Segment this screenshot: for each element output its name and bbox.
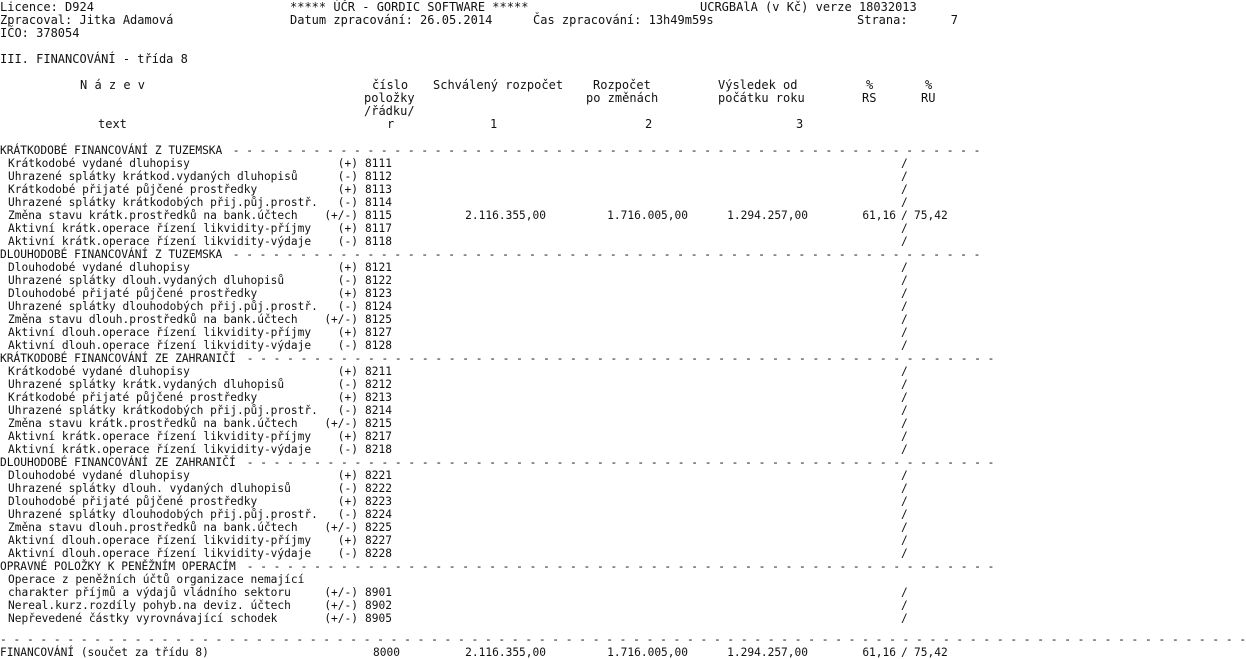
row-slash: / [901, 235, 908, 248]
row-slash: / [901, 300, 908, 313]
col-code-header-1: číslo [372, 78, 409, 92]
row-code: 8227 [365, 534, 392, 547]
row-sign: (+/-) [324, 209, 358, 222]
total-budget: 1.716.005,00 [607, 646, 688, 659]
row-code: 8211 [365, 365, 392, 378]
row-sign: (-) [337, 508, 358, 521]
row-slash: / [901, 170, 908, 183]
row-code: 8118 [365, 235, 392, 248]
row-label: charakter příjmů a výdajů vládního sektoru [8, 586, 291, 599]
total-label: FINANCOVÁNÍ (součet za třídu 8) [0, 646, 209, 659]
row-slash: / [901, 612, 908, 625]
section-heading: DLOUHODOBÉ FINANCOVÁNÍ Z TUZEMSKA [0, 248, 223, 261]
row-sign: (+/-) [324, 313, 358, 326]
row-code: 8112 [365, 170, 392, 183]
row-sign: (-) [337, 404, 358, 417]
row-label: Změna stavu krátk.prostředků na bank.účtech [8, 417, 298, 430]
row-sign: (+) [337, 157, 358, 170]
row-code: 8115 [365, 209, 392, 222]
row-code: 8123 [365, 287, 392, 300]
row-sign: (+) [337, 365, 358, 378]
row-label: Změna stavu krátk.prostředků na bank.účtech [8, 209, 298, 222]
row-code: 8221 [365, 469, 392, 482]
col-result-header-2: počátku roku [718, 91, 805, 105]
row-sign: (+) [337, 326, 358, 339]
row-sign: (-) [337, 235, 358, 248]
row-slash: / [901, 599, 908, 612]
row-label: Aktivní krátk.operace řízení likvidity-příjmy [8, 430, 312, 443]
row-slash: / [901, 378, 908, 391]
row-sign: (+) [337, 391, 358, 404]
col-ru-header-1: % [925, 78, 933, 92]
row-sign: (-) [337, 170, 358, 183]
row-approved: 2.116.355,00 [465, 209, 546, 222]
total-ru: 75,42 [914, 646, 948, 659]
row-label: Krátkodobé vydané dluhopisy [8, 365, 190, 378]
row-label: Uhrazené splátky krátk.vydaných dluhopisů [8, 378, 285, 391]
row-budget: 1.716.005,00 [607, 209, 688, 222]
row-label: Aktivní krátk.operace řízení likvidity-příjmy [8, 222, 312, 235]
row-label: Uhrazené splátky dlouh.vydaných dluhopisů [8, 274, 285, 287]
row-code: 8124 [365, 300, 392, 313]
row-label: Aktivní dlouh.operace řízení likvidity-příjmy [8, 534, 312, 547]
row-label: Uhrazené splátky krátkod.vydaných dluhopisů [8, 170, 298, 183]
row-sign: (+) [337, 534, 358, 547]
section-heading: KRÁTKODOBÉ FINANCOVÁNÍ Z TUZEMSKA [0, 144, 223, 157]
total-slash: / [901, 646, 908, 659]
row-label: Aktivní krátk.operace řízení likvidity-výdaje [8, 235, 312, 248]
row-sign: (-) [337, 482, 358, 495]
row-code: 8901 [365, 586, 392, 599]
row-label: Uhrazené splátky dlouhodobých přij.půj.prostř. [8, 508, 318, 521]
row-sign: (-) [337, 274, 358, 287]
processing-time: Čas zpracování: 13h49m59s [533, 13, 714, 27]
row-slash: / [901, 469, 908, 482]
section-dash-leader: - - - - - - - - - - - - - - - - - - - - - - - - - - - - - - - - - - - - - - - - - - - - - - - - - - - - - - - - [240, 352, 995, 365]
processing-date: Datum zpracování: 26.05.2014 [290, 13, 493, 27]
page-label: Strana: [857, 13, 908, 27]
section-heading: OPRAVNÉ POLOŽKY K PENĚŽNÍM OPERACÍM [0, 560, 236, 573]
row-label: Změna stavu dlouh.prostředků na bank.účtech [8, 313, 298, 326]
row-label: Dlouhodobé vydané dluhopisy [8, 469, 190, 482]
row-result: 1.294.257,00 [727, 209, 808, 222]
section-dash-leader: - - - - - - - - - - - - - - - - - - - - - - - - - - - - - - - - - - - - - - - - - - - - - - - - - - - - - - - - [240, 456, 995, 469]
col-text-header: text [98, 117, 127, 131]
total-approved: 2.116.355,00 [465, 646, 546, 659]
product-name: ***** ÚČR - GORDIC SOFTWARE ***** [290, 0, 529, 14]
row-label: Uhrazené splátky dlouh. vydaných dluhopisů [8, 482, 291, 495]
row-code: 8228 [365, 547, 392, 560]
row-label: Dlouhodobé přijaté půjčené prostředky [8, 495, 258, 508]
total-separator: - - - - - - - - - - - - - - - - - - - - - - - - - - - - - - - - - - - - - - - - - - - - - - - - - - - - - - - - - - - - - - - - - - - - - - - - - - - - - - - - - - - - - - - - - - - - - [0, 633, 1246, 646]
col-approved-number: 1 [490, 117, 498, 131]
row-sign: (-) [337, 339, 358, 352]
row-code: 8122 [365, 274, 392, 287]
row-slash: / [901, 430, 908, 443]
col-result-header-1: Výsledek od [718, 78, 798, 92]
row-code: 8214 [365, 404, 392, 417]
row-code: 8128 [365, 339, 392, 352]
col-ru-header-2: RU [921, 91, 936, 105]
licence-label: Licence: D924 [0, 0, 94, 14]
row-sign: (-) [337, 196, 358, 209]
row-code: 8225 [365, 521, 392, 534]
row-slash: / [901, 183, 908, 196]
row-sign: (-) [337, 547, 358, 560]
row-rs: 61,16 [862, 209, 896, 222]
row-slash: / [901, 586, 908, 599]
row-slash: / [901, 157, 908, 170]
row-label: Uhrazené splátky krátkodobých přij.půj.prostř. [8, 196, 318, 209]
row-code: 8121 [365, 261, 392, 274]
row-sign: (-) [337, 300, 358, 313]
row-label: Nepřevedené částky vyrovnávající schodek [8, 612, 278, 625]
row-code: 8218 [365, 443, 392, 456]
col-code-header-2: položky [364, 91, 415, 105]
row-sign: (+) [337, 495, 358, 508]
row-slash: / [901, 443, 908, 456]
row-slash: / [901, 209, 908, 222]
col-budget-header-1: Rozpočet [593, 78, 651, 92]
row-label: Aktivní dlouh.operace řízení likvidity-příjmy [8, 326, 312, 339]
page-number: 7 [950, 13, 958, 27]
row-sign: (+/-) [324, 521, 358, 534]
row-code: 8215 [365, 417, 392, 430]
processed-by: Zpracoval: Jitka Adamová [0, 13, 174, 27]
row-slash: / [901, 339, 908, 352]
row-slash: / [901, 417, 908, 430]
row-sign: (+) [337, 183, 358, 196]
row-slash: / [901, 313, 908, 326]
row-slash: / [901, 365, 908, 378]
row-sign: (+) [337, 261, 358, 274]
col-approved-header: Schválený rozpočet [433, 78, 564, 92]
row-code: 8127 [365, 326, 392, 339]
row-sign: (-) [337, 378, 358, 391]
section-heading: KRÁTKODOBÉ FINANCOVÁNÍ ZE ZAHRANIČÍ [0, 352, 236, 365]
section-title: III. FINANCOVÁNÍ - třída 8 [0, 52, 188, 66]
row-slash: / [901, 508, 908, 521]
row-slash: / [901, 222, 908, 235]
row-code: 8125 [365, 313, 392, 326]
row-sign: (+/-) [324, 417, 358, 430]
row-slash: / [901, 547, 908, 560]
row-sign: (+) [337, 430, 358, 443]
section-dash-leader: - - - - - - - - - - - - - - - - - - - - - - - - - - - - - - - - - - - - - - - - - - - - - - - - - - - - - - - - [240, 560, 995, 573]
col-result-number: 3 [796, 117, 804, 131]
row-code: 8905 [365, 612, 392, 625]
row-code: 8902 [365, 599, 392, 612]
row-slash: / [901, 482, 908, 495]
col-rs-header-2: RS [862, 91, 877, 105]
row-code: 8224 [365, 508, 392, 521]
section-dash-leader: - - - - - - - - - - - - - - - - - - - - - - - - - - - - - - - - - - - - - - - - - - - - - - - - - - - - - - - - [226, 248, 981, 261]
row-label: Operace z peněžních účtů organizace nemající [8, 573, 305, 586]
row-code: 8223 [365, 495, 392, 508]
row-sign: (+/-) [324, 586, 358, 599]
row-label: Aktivní dlouh.operace řízení likvidity-výdaje [8, 339, 312, 352]
row-label: Krátkodobé přijaté půjčené prostředky [8, 183, 258, 196]
row-code: 8217 [365, 430, 392, 443]
row-slash: / [901, 495, 908, 508]
row-label: Aktivní krátk.operace řízení likvidity-výdaje [8, 443, 312, 456]
ico-label: IČO: 378054 [0, 26, 80, 40]
row-slash: / [901, 261, 908, 274]
row-slash: / [901, 326, 908, 339]
row-label: Dlouhodobé vydané dluhopisy [8, 261, 190, 274]
row-code: 8222 [365, 482, 392, 495]
col-budget-number: 2 [645, 117, 653, 131]
row-code: 8213 [365, 391, 392, 404]
row-slash: / [901, 534, 908, 547]
col-code-header-4: r [387, 117, 395, 131]
row-sign: (-) [337, 443, 358, 456]
report-id: UCRGBAlA (v Kč) verze 18032013 [700, 0, 917, 14]
row-code: 8113 [365, 183, 392, 196]
row-slash: / [901, 274, 908, 287]
row-label: Uhrazené splátky dlouhodobých přij.půj.prostř. [8, 300, 318, 313]
col-code-header-3: /řádku/ [364, 104, 415, 118]
section-heading: DLOUHODOBÉ FINANCOVÁNÍ ZE ZAHRANIČÍ [0, 456, 236, 469]
row-label: Změna stavu dlouh.prostředků na bank.účtech [8, 521, 298, 534]
col-budget-header-2: po změnách [586, 91, 659, 105]
row-label: Nereal.kurz.rozdíly pohyb.na deviz. účtech [8, 599, 291, 612]
row-sign: (+) [337, 222, 358, 235]
section-dash-leader: - - - - - - - - - - - - - - - - - - - - - - - - - - - - - - - - - - - - - - - - - - - - - - - - - - - - - - - - [226, 144, 981, 157]
row-sign: (+) [337, 287, 358, 300]
row-code: 8114 [365, 196, 392, 209]
col-name-header: N á z e v [80, 78, 146, 92]
row-ru: 75,42 [914, 209, 948, 222]
row-slash: / [901, 196, 908, 209]
row-code: 8111 [365, 157, 392, 170]
row-slash: / [901, 287, 908, 300]
row-slash: / [901, 391, 908, 404]
row-label: Dlouhodobé přijaté půjčené prostředky [8, 287, 258, 300]
row-sign: (+) [337, 469, 358, 482]
row-sign: (+/-) [324, 612, 358, 625]
row-code: 8212 [365, 378, 392, 391]
row-slash: / [901, 521, 908, 534]
total-code: 8000 [373, 646, 400, 659]
total-result: 1.294.257,00 [727, 646, 808, 659]
row-sign: (+/-) [324, 599, 358, 612]
row-label: Krátkodobé přijaté půjčené prostředky [8, 391, 258, 404]
total-rs: 61,16 [862, 646, 896, 659]
row-label: Krátkodobé vydané dluhopisy [8, 157, 190, 170]
row-label: Uhrazené splátky krátkodobých přij.půj.prostř. [8, 404, 318, 417]
row-code: 8117 [365, 222, 392, 235]
col-rs-header-1: % [866, 78, 874, 92]
row-label: Aktivní dlouh.operace řízení likvidity-výdaje [8, 547, 312, 560]
row-slash: / [901, 404, 908, 417]
